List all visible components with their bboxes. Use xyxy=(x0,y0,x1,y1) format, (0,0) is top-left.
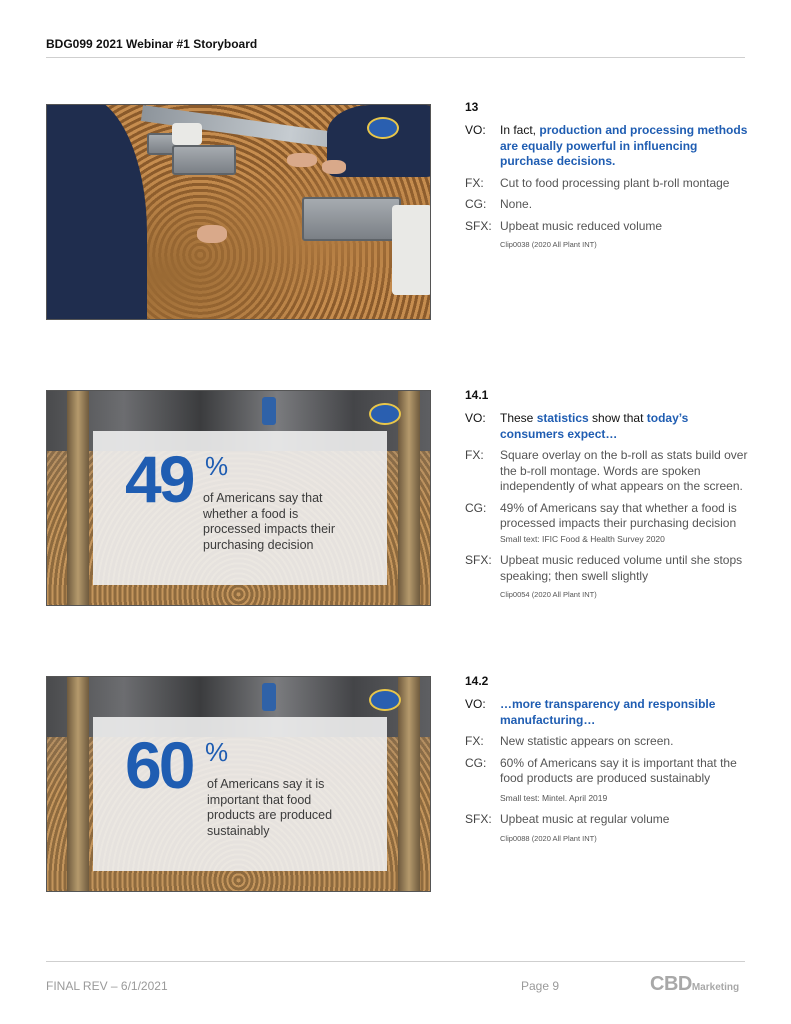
brand-logo-icon xyxy=(369,689,401,711)
clip-reference: Clip0054 (2020 All Plant INT) xyxy=(500,590,597,599)
stat-percent: % xyxy=(205,737,229,767)
scene-13-image xyxy=(46,104,431,320)
scene-14-2-notes xyxy=(465,674,750,843)
stat-percent: % xyxy=(205,451,229,481)
company-logo: CBDMarketing xyxy=(650,973,740,995)
stat-number: 49 xyxy=(125,442,193,516)
scene-number: 13 xyxy=(465,100,479,114)
scene-13-notes xyxy=(465,100,750,249)
stat-text: of Americans say it is important that food products are produced sustainably xyxy=(207,777,333,838)
clip-reference: Clip0038 (2020 All Plant INT) xyxy=(500,240,597,249)
cg-row: CG: 60% of Americans say it is important that the food products are produced sustainably Small test: Mintel. April 2019 xyxy=(465,755,737,803)
stat-text: of Americans say that whether a food is processed impacts their purchasing decision xyxy=(203,491,336,552)
document-title: BDG099 2021 Webinar #1 Storyboard xyxy=(46,37,258,51)
sfx-row: SFX: Upbeat music at regular volume xyxy=(465,812,670,826)
cg-row: CG: 49% of Americans say that whether a food is processed impacts their purchasing decision Small text: IFIC Food & Health Survey 2020 xyxy=(465,500,737,544)
vo-row: VO: These statistics show that today’s consumers expect… xyxy=(465,411,689,441)
stat-overlay xyxy=(93,431,387,585)
cg-row: CG: None. xyxy=(465,197,533,211)
stat-overlay xyxy=(93,717,387,871)
scene-14-2-image xyxy=(46,676,431,892)
scene-14-1-notes xyxy=(465,388,750,599)
clip-reference: Clip0088 (2020 All Plant INT) xyxy=(500,833,597,843)
scene-number: 14.2 xyxy=(465,674,489,688)
revision-date: FINAL REV – 6/1/2021 xyxy=(46,979,168,993)
fx-row: FX: New statistic appears on screen. xyxy=(465,734,674,748)
sfx-row: SFX: Upbeat music reduced volume xyxy=(465,218,663,233)
brand-logo-icon xyxy=(369,403,401,425)
header-divider xyxy=(46,57,745,58)
stat-number: 60 xyxy=(125,728,193,802)
scene-14-1-image xyxy=(46,390,431,606)
page-number: Page 9 xyxy=(521,979,560,993)
sfx-row: SFX: Upbeat music reduced volume until she stops speaking; then swell slightly xyxy=(465,553,743,583)
vo-row: VO: In fact, production and processing methods are equally powerful in influencing purchase decisions. xyxy=(465,123,748,168)
vo-row: VO: …more transparency and responsible manufacturing… xyxy=(465,697,716,727)
footer-divider xyxy=(46,961,745,962)
scene-number: 14.1 xyxy=(465,388,489,402)
fx-row: FX: Cut to food processing plant b-roll montage xyxy=(465,175,730,190)
fx-row: FX: Square overlay on the b-roll as stats build over the b-roll montage. Words are spoken independently of what appears on the screen. xyxy=(465,448,748,493)
brand-logo-icon xyxy=(367,117,399,139)
